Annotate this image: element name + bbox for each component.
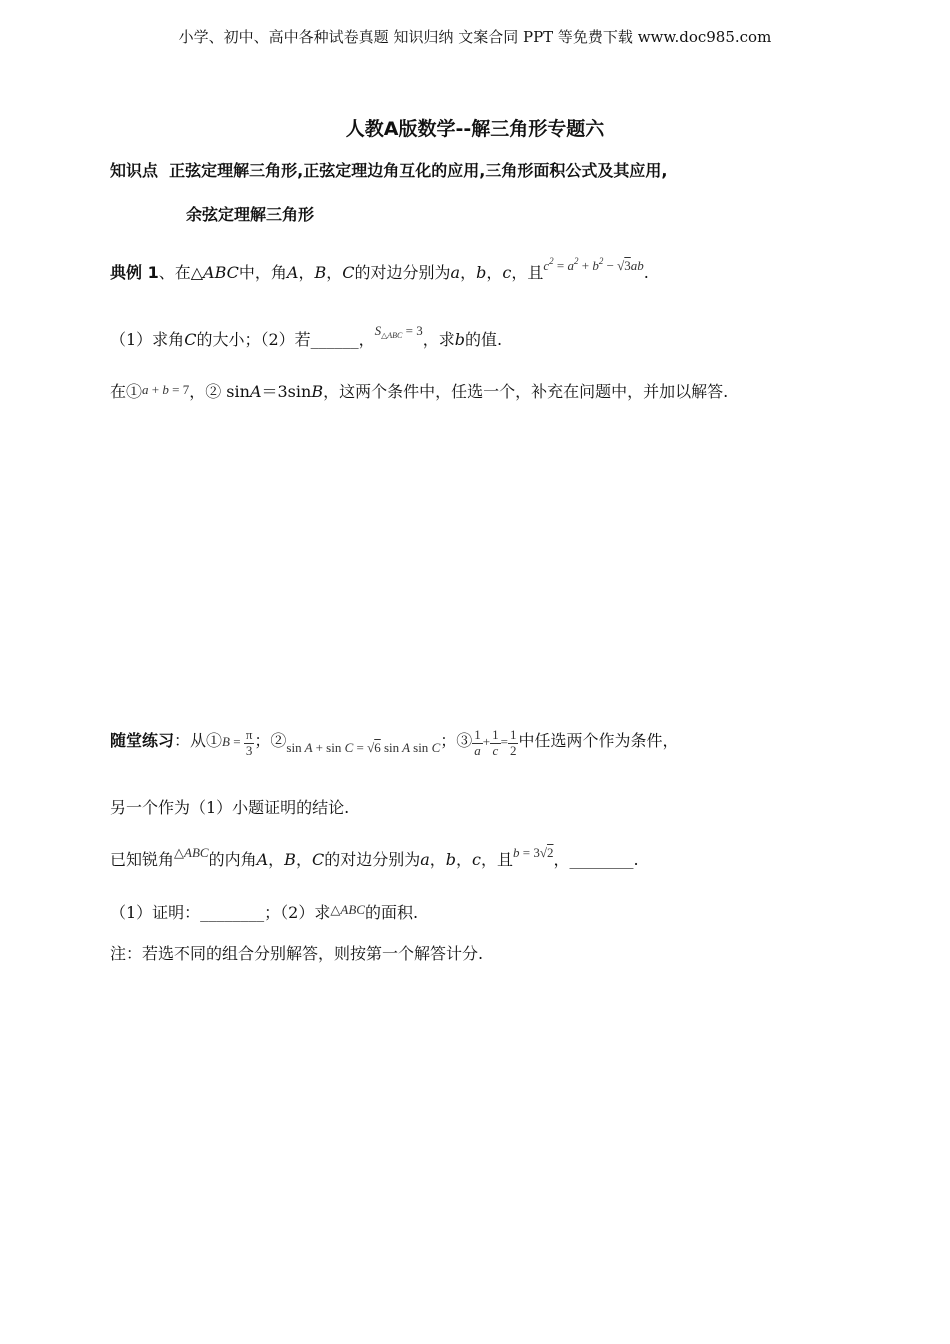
knowledge-line-2: 余弦定理解三角形: [186, 205, 315, 224]
formula-triangle-abc: △ABC: [174, 845, 209, 860]
knowledge-line-1: [110, 158, 667, 181]
formula-sine-sum: sin A + sin C = √6 sin A sin C: [286, 740, 441, 755]
formula-cosine-condition: c2 = a2 + b2 − √3ab: [543, 256, 644, 273]
practice-line-2: 另一个作为（1）小题证明的结论.: [110, 798, 350, 817]
example-line-1: 典例 1、在△ABC中，角A，B，C的对边分别为a，b，c，且$^{c^2 = a^2 + b^2 - √3ab}$.: [110, 256, 649, 282]
practice-label: 随堂练习: [110, 731, 175, 750]
practice-line-4: （1）证明：________；（2）求$^{\triangle ABC}$的面积.: [110, 902, 419, 922]
example-line-2: （1）求角C的大小；（2）若______，$^{S_{\triangle ABC} = 3}$，求b的值.: [110, 323, 503, 349]
page-title: 人教A版数学--解三角形专题六: [345, 118, 605, 140]
formula-angle-b: B = $\frac{\pi}{3}$: [222, 727, 253, 758]
formula-side-b: b = 3√2: [513, 845, 554, 860]
example-line-3: 在①a + b = 7，② sinA＝3sinB，这两个条件中，任选一个，补充在问题中，并加以解答.: [110, 382, 729, 401]
knowledge-label: 知识点: [110, 161, 159, 180]
site-header: 小学、初中、高中各种试卷真题 知识归纳 文案合同 PPT 等免费下载 www.doc985.com: [178, 28, 772, 46]
practice-note: 注：若选不同的组合分别解答，则按第一个解答计分.: [110, 944, 484, 963]
example-label: 典例 1: [110, 263, 159, 282]
formula-area-condition: S△ABC = 3: [374, 323, 423, 340]
formula-sum-condition: a + b = 7: [142, 382, 190, 397]
practice-line-3: 已知锐角$^{\triangle ABC}$的内角A，B，C的对边分别为a，b，c，且$^{b = 3√2}$，________.: [110, 845, 639, 869]
practice-line-1: 随堂练习：从①B = $\frac{\pi}{3}$ ；$②_{sin A + sin C = √6 sin A sin C}$；③ $\frac{1}{a}$ + $\frac{1}{c}$ = $\frac{1}{2}$ 中任选两个作为条件，: [110, 727, 679, 758]
formula-triangle-abc-2: △ABC: [330, 902, 365, 917]
formula-reciprocal: $\frac{1}{a}$ + $\frac{1}{c}$ = $\frac{1}{2}$: [474, 727, 517, 758]
knowledge-text-1: 正弦定理解三角形,正弦定理边角互化的应用,三角形面积公式及其应用,: [169, 161, 668, 180]
